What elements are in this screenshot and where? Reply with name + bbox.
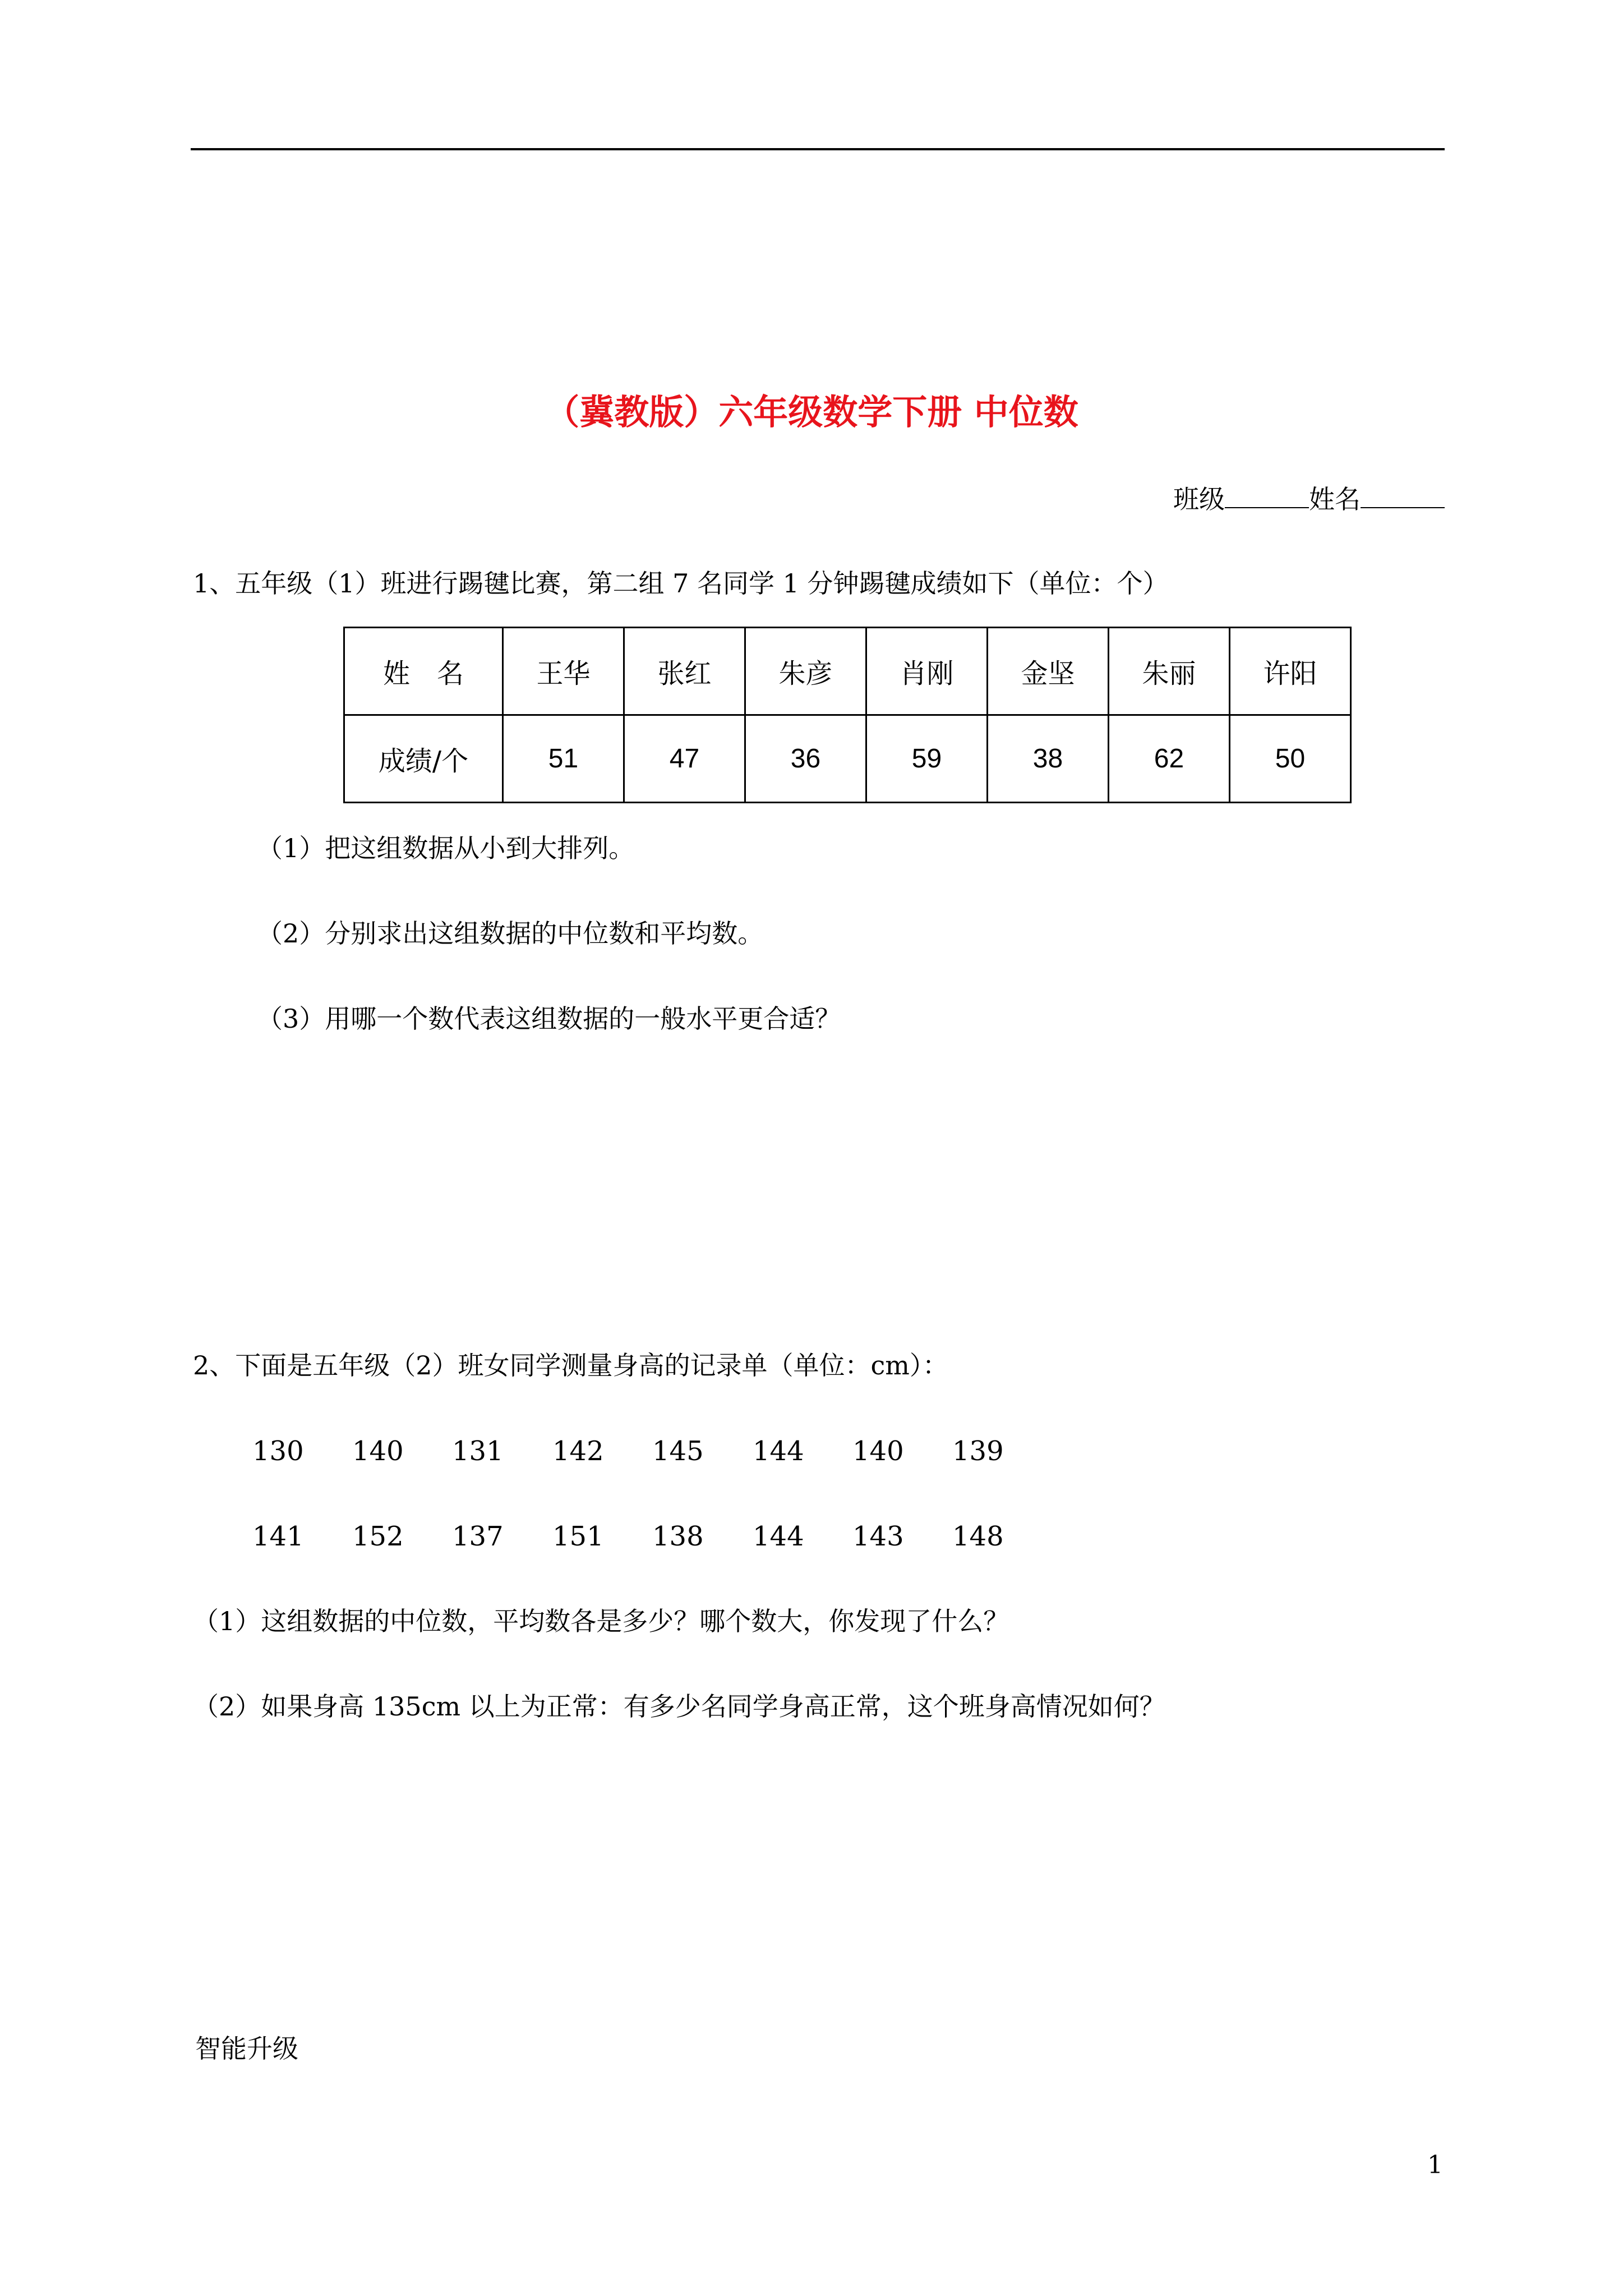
height-value: 142 <box>552 1435 604 1467</box>
q2-stem: 2、下面是五年级（2）班女同学测量身高的记录单（单位：cm）： <box>193 1350 948 1381</box>
q1-sub2: （2）分别求出这组数据的中位数和平均数。 <box>257 918 764 949</box>
height-value: 140 <box>352 1435 404 1467</box>
score-cell: 36 <box>745 715 866 803</box>
height-value: 131 <box>452 1435 504 1467</box>
document-title: （冀教版）六年级数学下册 中位数 <box>545 392 1078 432</box>
score-cell: 38 <box>988 715 1109 803</box>
name-blank <box>1361 482 1445 508</box>
student-name: 张红 <box>624 628 745 715</box>
row-header-name: 姓 名 <box>344 628 503 715</box>
section-label: 智能升级 <box>195 2033 298 2064</box>
q1-stem: 1、五年级（1）班进行踢毽比赛，第二组 7 名同学 1 分钟踢毽成绩如下（单位：个） <box>193 568 1169 599</box>
height-value: 139 <box>952 1435 1004 1467</box>
q1-sub3: （3）用哪一个数代表这组数据的一般水平更合适？ <box>257 1004 841 1034</box>
q2-sub1: （1）这组数据的中位数，平均数各是多少？哪个数大，你发现了什么？ <box>193 1606 1009 1636</box>
class-label: 班级 <box>1173 484 1225 514</box>
class-name-fields <box>1173 481 1445 517</box>
table-row-scores <box>344 715 1351 803</box>
name-label: 姓名 <box>1309 484 1361 514</box>
height-value: 138 <box>652 1521 704 1552</box>
student-name: 王华 <box>503 628 624 715</box>
class-blank <box>1225 482 1309 508</box>
table-row-names <box>344 628 1351 715</box>
student-name: 许阳 <box>1230 628 1351 715</box>
header-rule <box>191 148 1445 150</box>
height-value: 141 <box>252 1521 304 1552</box>
height-value: 144 <box>753 1521 804 1552</box>
score-cell: 51 <box>503 715 624 803</box>
student-name: 朱丽 <box>1109 628 1230 715</box>
height-value: 152 <box>352 1521 404 1552</box>
student-name: 朱彦 <box>745 628 866 715</box>
height-value: 151 <box>552 1521 604 1552</box>
score-cell: 50 <box>1230 715 1351 803</box>
scores-table <box>343 627 1352 803</box>
height-value: 137 <box>452 1521 504 1552</box>
score-cell: 62 <box>1109 715 1230 803</box>
student-name: 肖刚 <box>866 628 988 715</box>
height-value: 130 <box>252 1435 304 1467</box>
score-cell: 47 <box>624 715 745 803</box>
height-value: 148 <box>952 1521 1004 1552</box>
page-number: 1 <box>1427 2151 1443 2179</box>
height-value: 140 <box>852 1435 904 1467</box>
height-value: 143 <box>852 1521 904 1552</box>
score-cell: 59 <box>866 715 988 803</box>
height-value: 144 <box>753 1435 804 1467</box>
height-value: 145 <box>652 1435 704 1467</box>
q2-sub2: （2）如果身高 135cm 以上为正常：有多少名同学身高正常，这个班身高情况如何？ <box>193 1691 1165 1722</box>
student-name: 金坚 <box>988 628 1109 715</box>
q1-sub1: （1）把这组数据从小到大排列。 <box>257 833 635 863</box>
row-header-score: 成绩/个 <box>344 715 503 803</box>
